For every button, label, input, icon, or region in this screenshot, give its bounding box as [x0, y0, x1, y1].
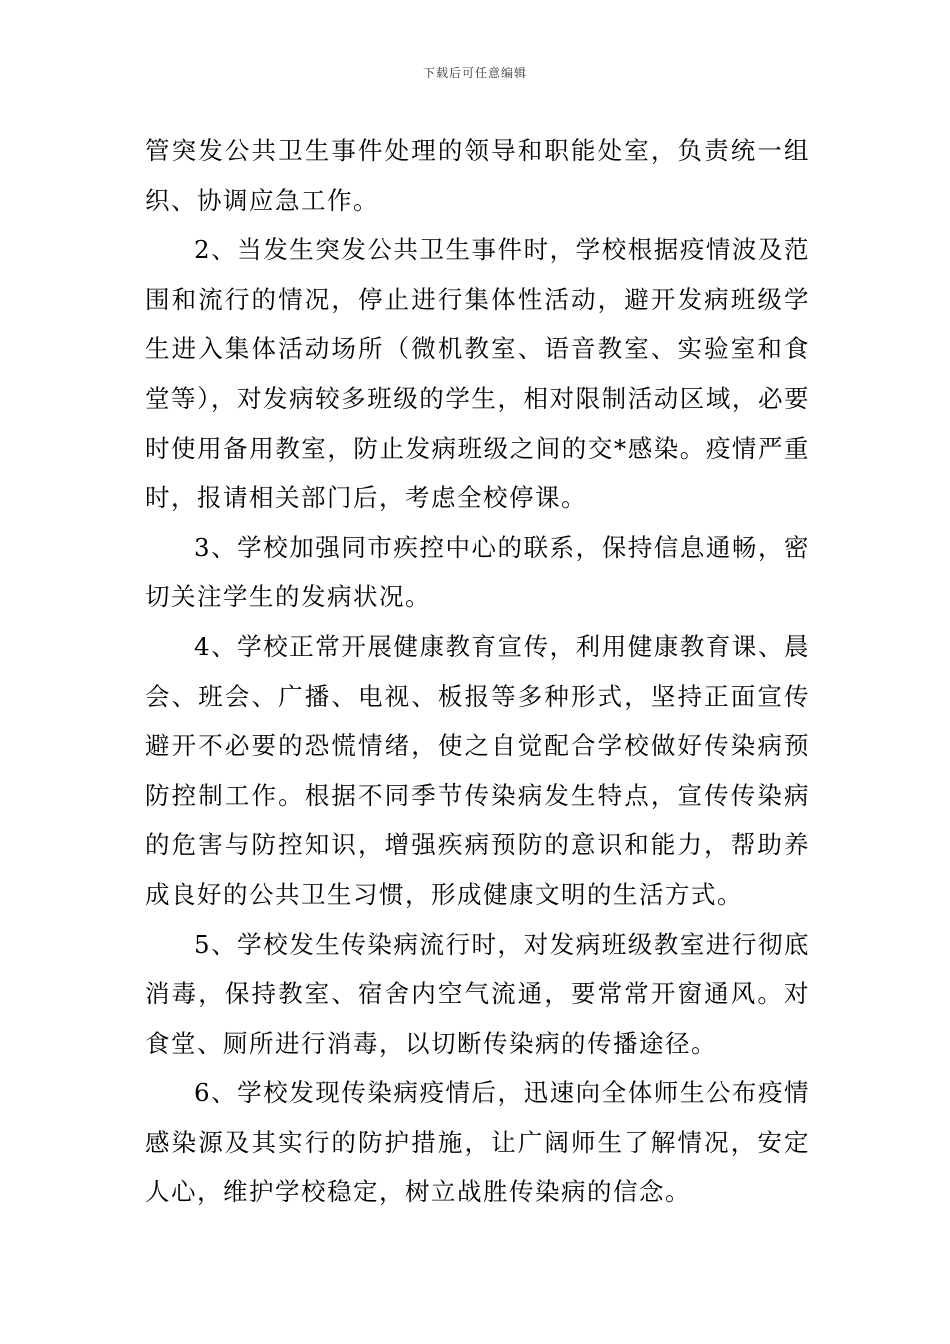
paragraph-item-3: 3、学校加强同市疾控中心的联系，保持信息通畅，密切关注学生的发病状况。	[145, 532, 810, 612]
paragraph-item-5: 5、学校发生传染病流行时，对发病班级教室进行彻底消毒，保持教室、宿舍内空气流通，要常常开窗通风。对食堂、厕所进行消毒，以切断传染病的传播途径。	[145, 929, 810, 1058]
page-header: 下载后可任意编辑	[422, 66, 527, 80]
paragraph-continued: 管突发公共卫生事件处理的领导和职能处室，负责统一组织、协调应急工作。	[145, 136, 810, 215]
paragraph-item-4: 4、学校正常开展健康教育宣传，利用健康教育课、晨会、班会、广播、电视、板报等多种形式，坚持正面宣传避开不必要的恐慌情绪，使之自觉配合学校做好传染病预防控制工作。根据不同季节传染病发生特点，宣传传染病的危害与防控知识，增强疾病预防的意识和能力，帮助养成良好的公共卫生习惯，形成健康文明的生活方式。	[145, 631, 810, 909]
paragraph-item-2: 2、当发生突发公共卫生事件时，学校根据疫情波及范围和流行的情况，停止进行集体性活动，避开发病班级学生进入集体活动场所（微机教室、语音教室、实验室和食堂等），对发病较多班级的学生，相对限制活动区域，必要时使用备用教室，防止发病班级之间的交*感染。疫情严重时，报请相关部门后，考虑全校停课。	[145, 235, 810, 513]
paragraph-item-6: 6、学校发现传染病疫情后，迅速向全体师生公布疫情感染源及其实行的防护措施，让广阔师生了解情况，安定人心，维护学校稳定，树立战胜传染病的信念。	[145, 1078, 810, 1207]
document-body	[145, 126, 810, 1217]
